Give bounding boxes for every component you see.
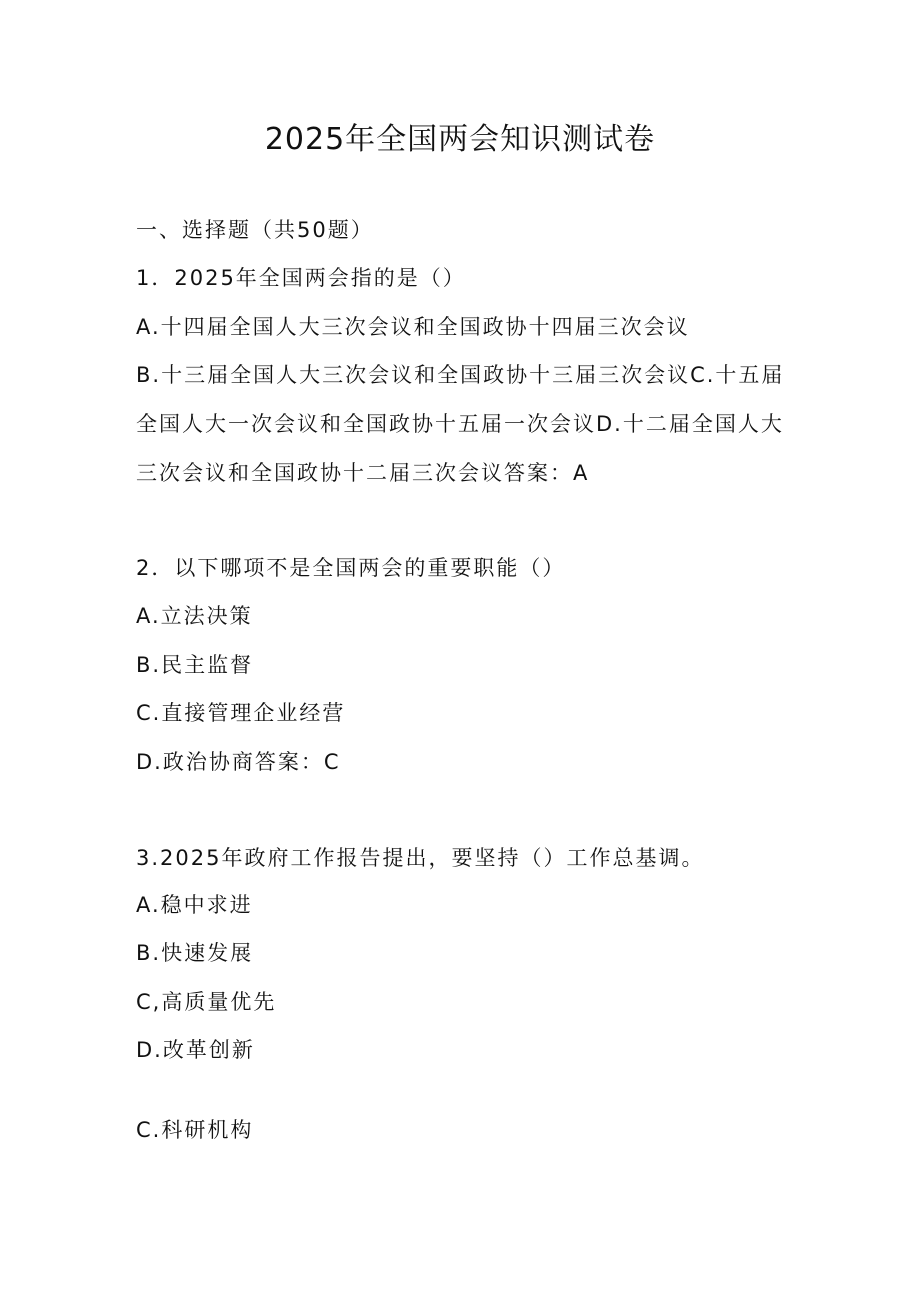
question-1-stem: 1．2025年全国两会指的是（） <box>136 266 466 290</box>
section-heading: 一、选择题（共50题） <box>136 218 374 242</box>
question-2-option-b: B.民主监督 <box>136 653 254 677</box>
question-3-option-c: C,高质量优先 <box>136 990 277 1014</box>
page-title: 2025年全国两会知识测试卷 <box>264 122 656 157</box>
question-2-option-c: C.直接管理企业经营 <box>136 701 346 725</box>
question-3-option-b: B.快速发展 <box>136 941 254 965</box>
question-1-options-b-c-d-answer: B.十三届全国人大三次会议和全国政协十三届三次会议C.十五届全国人大一次会议和全国政协十五届一次会议D.十二届全国人大三次会议和全国政协十二届三次会议答案：A <box>136 363 785 485</box>
trailing-option: C.科研机构 <box>136 1118 254 1142</box>
question-3-option-a: A.稳中求进 <box>136 893 253 917</box>
question-3-option-d: D.改革创新 <box>136 1038 255 1062</box>
question-3-stem: 3.2025年政府工作报告提出，要坚持（）工作总基调。 <box>136 846 705 870</box>
question-1-option-a: A.十四届全国人大三次会议和全国政协十四届三次会议 <box>136 315 690 339</box>
question-2-option-a: A.立法决策 <box>136 604 253 628</box>
question-2-option-d-answer: D.政治协商答案：C <box>136 750 341 774</box>
question-2-stem: 2．以下哪项不是全国两会的重要职能（） <box>136 556 566 580</box>
